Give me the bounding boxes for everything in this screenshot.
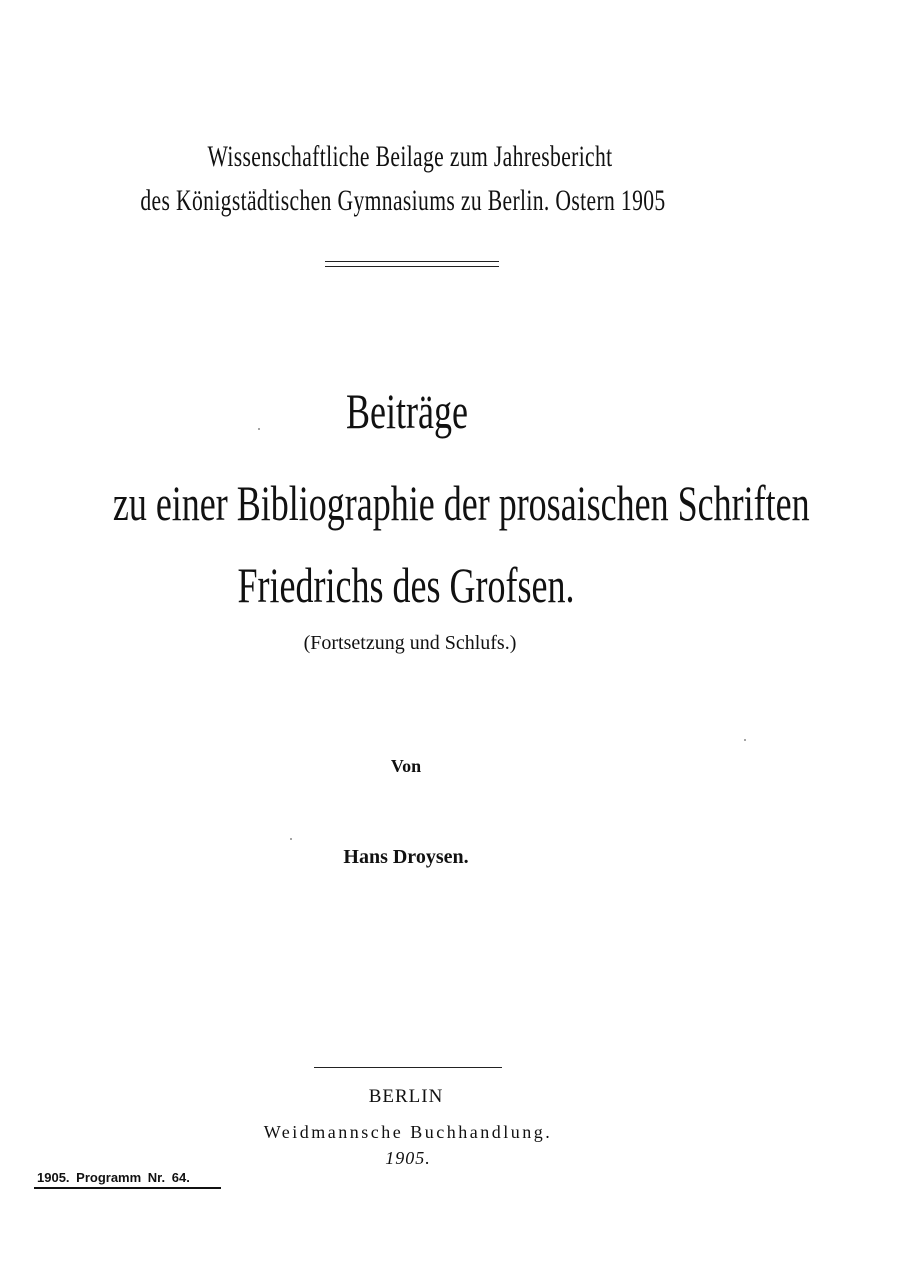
paper-speck — [258, 428, 260, 430]
paper-speck — [744, 739, 746, 741]
imprint-publisher: Weidmannsche Buchhandlung. — [263, 1122, 553, 1142]
subtitle: (Fortsetzung und Schlufs.) — [303, 632, 517, 654]
program-note: 1905. Programm Nr. 64. — [37, 1170, 190, 1185]
byline-von: Von — [390, 756, 422, 776]
paper-speck — [290, 838, 292, 840]
double-rule-divider — [325, 261, 499, 267]
author-name: Hans Droysen. — [343, 846, 469, 868]
title-line-2: zu einer Bibliographie der prosaischen Schriften — [112, 475, 810, 531]
title-line-3: Friedrichs des Grofsen. — [237, 557, 575, 613]
header-line-2: des Königstädtischen Gymnasiums zu Berlin. Ostern 1905 — [140, 184, 666, 217]
imprint-year: 1905. — [385, 1148, 431, 1168]
imprint-divider — [314, 1067, 502, 1068]
imprint-city: BERLIN — [368, 1086, 444, 1107]
header-line-1: Wissenschaftliche Beilage zum Jahresbericht — [207, 140, 613, 173]
title-line-1: Beiträge — [346, 383, 468, 439]
program-note-underline — [34, 1187, 221, 1189]
